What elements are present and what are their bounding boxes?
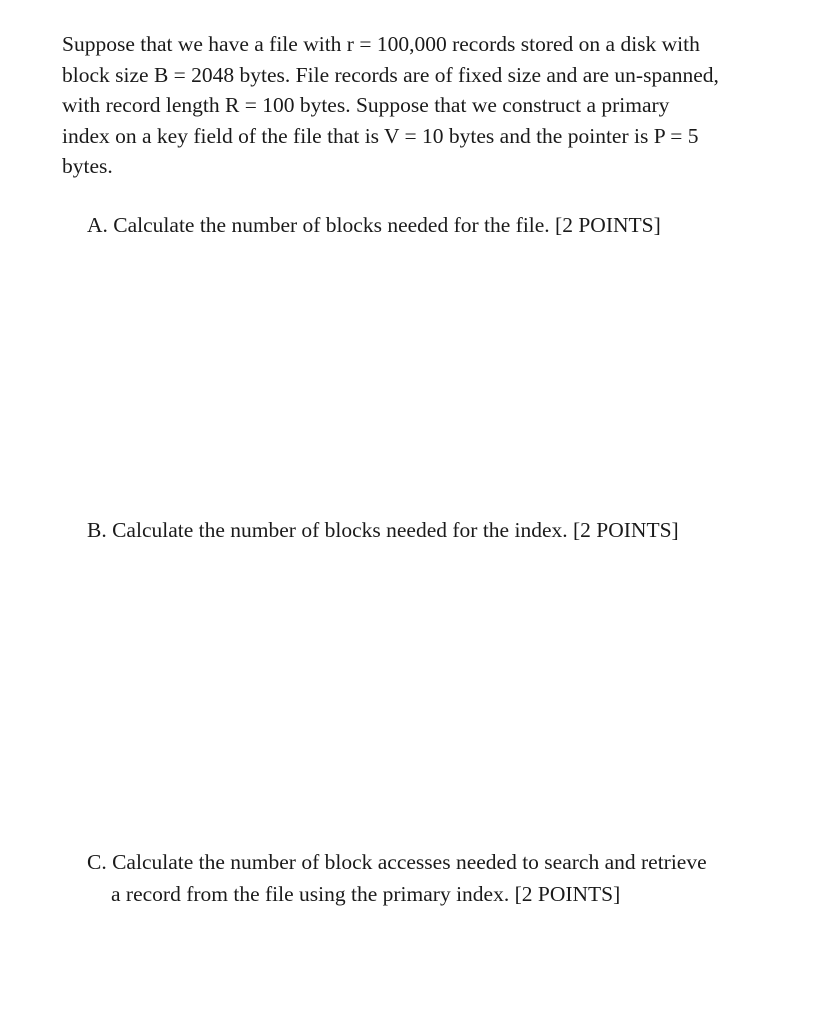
problem-line: with record length R = 100 bytes. Suppose that we construct a primary: [62, 93, 670, 117]
problem-line: bytes.: [62, 154, 113, 178]
answer-space-b: [62, 555, 792, 835]
answer-space-a: [62, 250, 792, 500]
question-c-line-1: C. Calculate the number of block accesses needed to search and retrieve: [87, 850, 707, 874]
problem-statement: [62, 29, 792, 182]
answer-space-c: [62, 915, 792, 1015]
question-c-line-2: a record from the file using the primary index. [2 POINTS]: [111, 882, 621, 906]
problem-line: index on a key field of the file that is V = 10 bytes and the pointer is P = 5: [62, 123, 699, 148]
question-c: [87, 846, 707, 910]
problem-line: block size B = 2048 bytes. File records are of fixed size and are un-spanned,: [62, 62, 719, 87]
question-b: B. Calculate the number of blocks needed for the index. [2 POINTS]: [87, 518, 679, 542]
problem-line: Suppose that we have a file with r = 100,000 records stored on a disk with: [62, 32, 700, 56]
question-a: A. Calculate the number of blocks needed for the file. [2 POINTS]: [87, 213, 661, 237]
